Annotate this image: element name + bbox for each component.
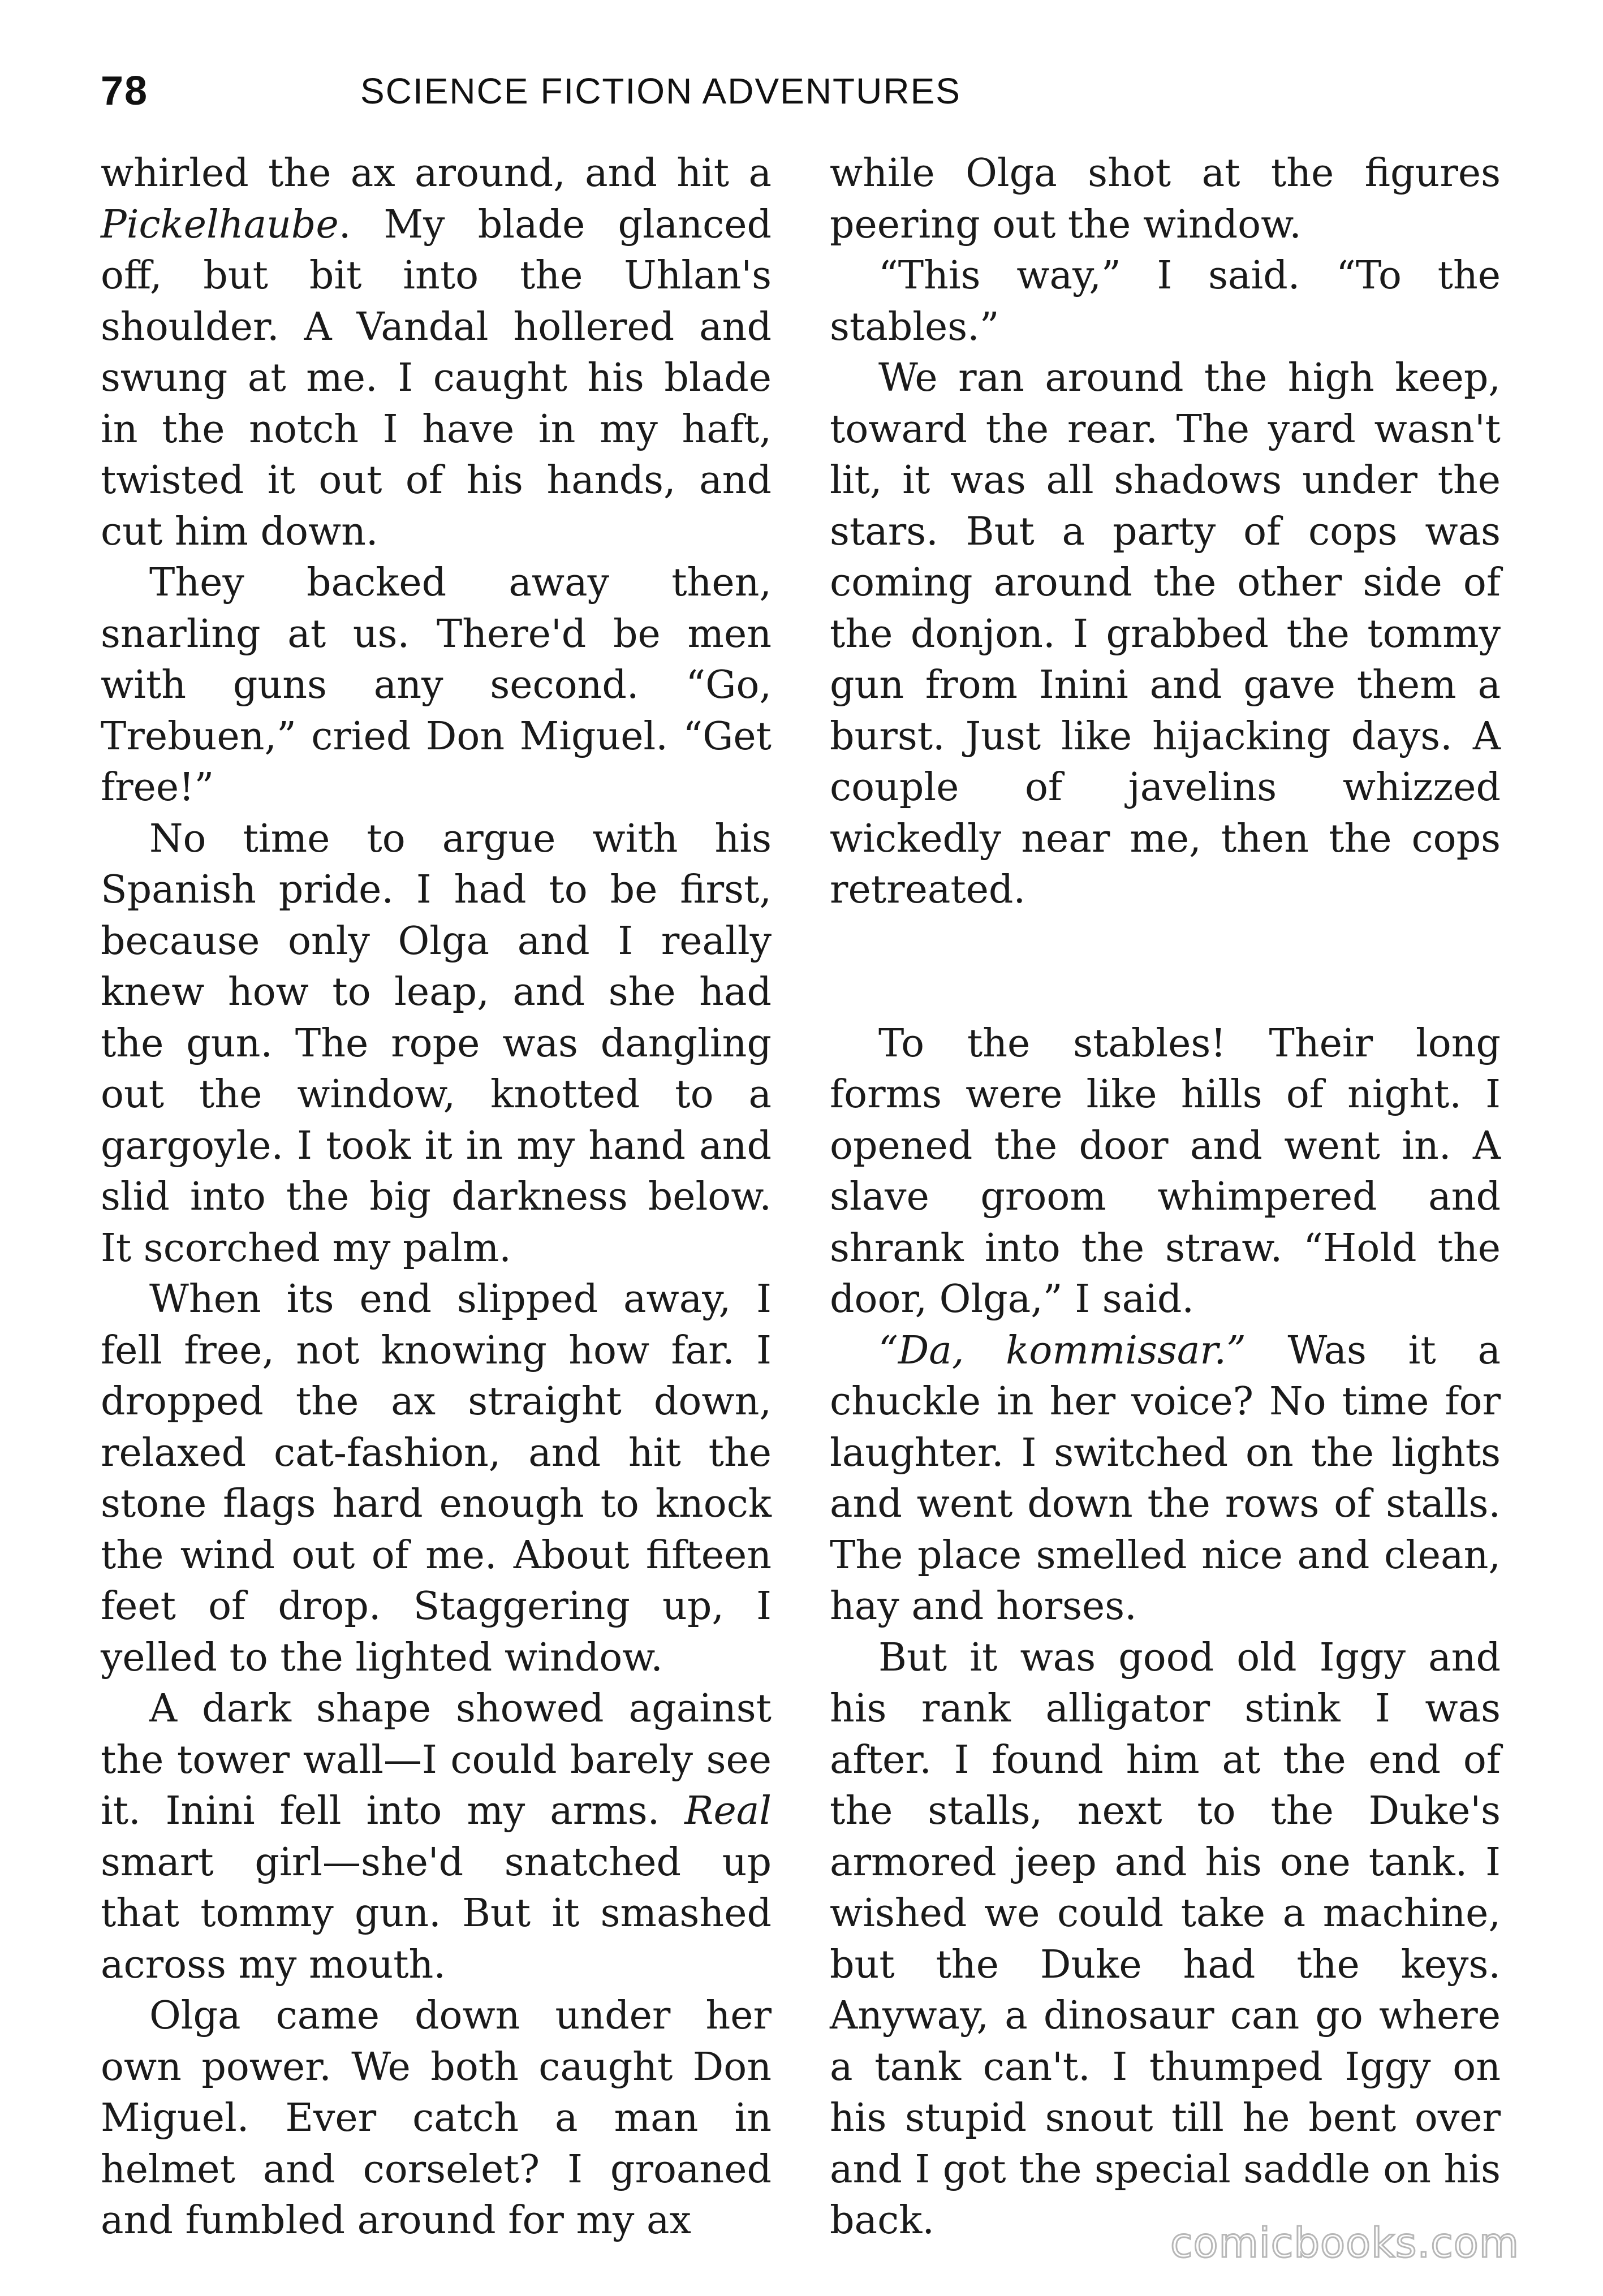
journal-title: SCIENCE FICTION ADVENTURES [360,71,961,111]
paragraph: No time to argue with his Spanish pride. I had to be first, because only Olga and I really knew how to leap, and she had the gun. The rope was dangling out the window, knotted to a gargoyle. I took it in my hand and slid into the big darkness below. It scorched my palm. [101,816,772,1271]
page-number: 78 [101,68,149,114]
paragraph: while Olga shot at the figures peering out the window. [830,151,1501,247]
paragraph: Olga came down under her own power. We both caught Don Miguel. Ever catch a man in helmet and corselet? I groaned and fumbled around for my ax [101,1993,772,2243]
watermark: comicbooks.com [1170,2219,1519,2267]
left-text-column [101,148,772,2247]
running-head [101,68,1515,119]
paragraph: When its end slipped away, I fell free, not knowing how far. I dropped the ax straight down, relaxed cat-fashion, and hit the stone flags hard enough to knock the wind out of me. About fifteen feet of drop. Staggering up, I yelled to the lighted window. [101,1277,772,1680]
paragraph: whirled the ax around, and hit a Pickelhaube. My blade glanced off, but bit into the Uhlan's shoulder. A Vandal hollered and swung at me. I caught his blade in the notch I have in my haft, twisted it out of his hands, and cut him down. [101,151,772,554]
paragraph: To the stables! Their long forms were like hills of night. I opened the door and went in. A slave groom whimpered and shrank into the straw. “Hold the door, Olga,” I said. [830,1021,1501,1322]
paragraph: But it was good old Iggy and his rank alligator stink I was after. I found him at the end of the stalls, next to the Duke's armored jeep and his one tank. I wished we could take a machine, but the Duke had the keys. Anyway, a dinosaur can go where a tank can't. I thumped Iggy on his stupid snout till he bent over and I got the special saddle on his back. [830,1635,1501,2243]
paragraph: We ran around the high keep, toward the rear. The yard wasn't lit, it was all shadows under the stars. But a party of cops was coming around the other side of the donjon. I grabbed the tommy gun from Inini and gave them a burst. Just like hijacking days. A couple of javelins whizzed wickedly near me, then the cops retreated. [830,356,1501,912]
paragraph: “Da, kommissar.” Was it a chuckle in her voice? No time for laughter. I switched on the lights and went down the rows of stalls. The place smelled nice and clean, hay and horses. [830,1328,1501,1629]
paragraph: They backed away then, snarling at us. There'd be men with guns any second. “Go, Trebuen,” cried Don Miguel. “Get free!” [101,560,772,810]
right-text-column [830,148,1501,2247]
paragraph: “This way,” I said. “To the stables.” [830,253,1501,349]
paragraph: A dark shape showed against the tower wall—I could barely see it. Inini fell into my arms. Real smart girl—she'd snatched up that tommy gun. But it smashed across my mouth. [101,1686,772,1987]
